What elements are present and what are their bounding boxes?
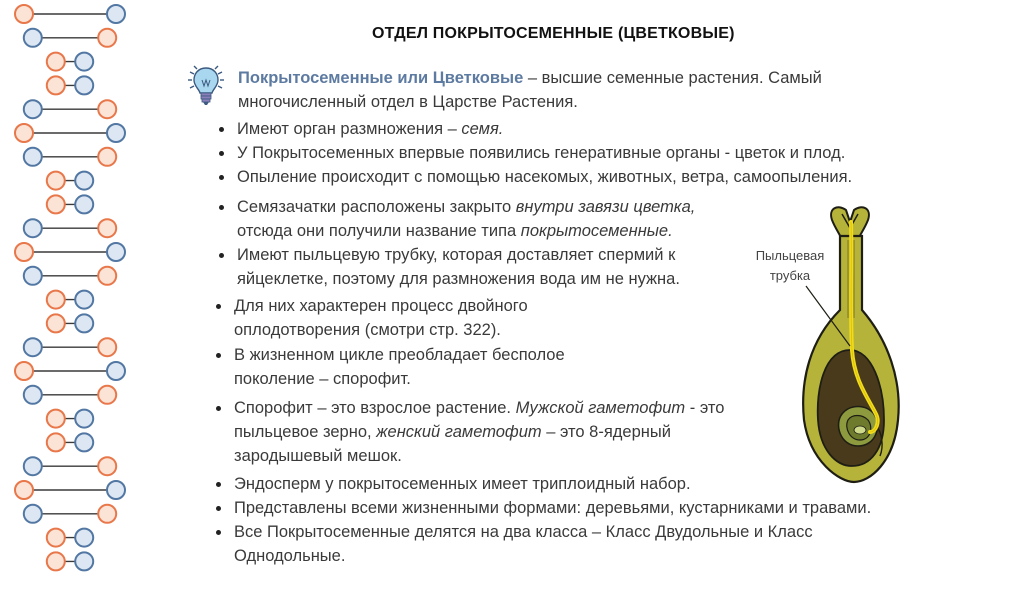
pistil-pollen-tube-illustration (790, 200, 910, 490)
bullet-dot (219, 127, 224, 132)
bullet-line (237, 267, 680, 291)
bullet-italic-text: женский гаметофит (376, 423, 542, 441)
bullet-item (234, 472, 691, 496)
bullet-line (234, 294, 528, 318)
dna-node (24, 386, 42, 404)
bullet-item (234, 343, 565, 391)
dna-node (47, 76, 65, 94)
bullet-text: – это 8-ядерный (541, 423, 671, 441)
bullet-dot (219, 205, 224, 210)
bullet-dot (219, 151, 224, 156)
bullet-line (237, 117, 503, 141)
dna-node (98, 505, 116, 523)
bullet-text: Все Покрытосеменные делятся на два класса – Класс Двудольные и Класс (234, 523, 813, 541)
intro-highlight: Покрытосеменные или Цветковые (238, 69, 524, 87)
dna-node (107, 5, 125, 23)
dna-node (24, 219, 42, 237)
dna-node (75, 410, 93, 428)
dna-node (98, 219, 116, 237)
dna-node (24, 148, 42, 166)
dna-node (24, 338, 42, 356)
dna-node (47, 433, 65, 451)
bullet-line (237, 243, 680, 267)
bullet-line (234, 496, 871, 520)
dna-node (107, 124, 125, 142)
dna-node (15, 5, 33, 23)
intro-paragraph (238, 66, 898, 114)
bullet-item (237, 165, 852, 189)
bullet-dot (219, 253, 224, 258)
dna-node (47, 410, 65, 428)
dna-node (47, 53, 65, 71)
dna-node (107, 362, 125, 380)
page-title: ОТДЕЛ ПОКРЫТОСЕМЕННЫЕ (ЦВЕТКОВЫЕ) (372, 25, 735, 42)
dna-node (47, 172, 65, 190)
bullet-dot (216, 406, 221, 411)
dna-node (98, 29, 116, 47)
dna-node (75, 53, 93, 71)
dna-helix-decoration (0, 0, 140, 593)
intro-text: – высшие семенные растения. Самый многочисленный отдел в Царстве Растения. (238, 69, 822, 111)
bullet-text: Спорофит – это взрослое растение. (234, 399, 516, 417)
dna-node (24, 29, 42, 47)
bullet-italic-text: семя. (461, 120, 504, 138)
dna-node (24, 267, 42, 285)
bullet-dot (219, 175, 224, 180)
bullet-line (234, 396, 724, 420)
bullet-line (234, 420, 724, 444)
bullet-text: Имеют пыльцевую трубку, которая доставляет спермий к (237, 246, 676, 264)
bullet-dot (216, 506, 221, 511)
bullet-line (237, 141, 845, 165)
dna-node (98, 267, 116, 285)
dna-node (47, 291, 65, 309)
bullet-line (237, 195, 695, 219)
bullet-item (234, 396, 724, 468)
dna-node (15, 481, 33, 499)
dna-node (98, 148, 116, 166)
bullet-dot (216, 304, 221, 309)
dna-node (75, 76, 93, 94)
bullet-text: В жизненном цикле преобладает бесполое (234, 346, 565, 364)
bullet-text: Однодольные. (234, 547, 346, 565)
bullet-italic-text: покрытосеменные. (520, 222, 673, 240)
dna-node (24, 505, 42, 523)
dna-node (47, 195, 65, 213)
dna-node (75, 291, 93, 309)
bullet-text: отсюда они получили название типа (237, 222, 521, 240)
dna-node (15, 243, 33, 261)
bullet-text: - это (685, 399, 725, 417)
dna-node (75, 195, 93, 213)
bullet-item (234, 496, 871, 520)
bullet-italic-text: внутри завязи цветка, (515, 198, 696, 216)
dna-node (75, 172, 93, 190)
dna-node (75, 433, 93, 451)
bullet-text: Имеют орган размножения – (237, 120, 462, 138)
bullet-line (237, 219, 695, 243)
dna-node (15, 124, 33, 142)
bullet-text: Семязачатки расположены закрыто (237, 198, 516, 216)
bullet-line (234, 444, 724, 468)
dna-node (15, 362, 33, 380)
bullet-dot (216, 353, 221, 358)
dna-node (107, 243, 125, 261)
bullet-line (234, 343, 565, 367)
dna-node (98, 457, 116, 475)
dna-node (98, 338, 116, 356)
bullet-text: зародышевый мешок. (234, 447, 402, 465)
dna-node (75, 529, 93, 547)
dna-node (98, 100, 116, 118)
bullet-item (237, 141, 845, 165)
lightbulb-icon (186, 62, 226, 108)
bullet-text: пыльцевое зерно, (234, 423, 377, 441)
bullet-text: Опыление происходит с помощью насекомых, животных, ветра, самоопыления. (237, 168, 853, 186)
bullet-line (234, 520, 813, 544)
bullet-item (237, 117, 503, 141)
dna-node (47, 529, 65, 547)
bullet-text: Представлены всеми жизненными формами: деревьями, кустарниками и травами. (234, 499, 872, 517)
bullet-dot (216, 482, 221, 487)
bullet-line (234, 367, 565, 391)
bullet-dot (216, 530, 221, 535)
bullet-line (234, 318, 528, 342)
pollen-tube-label: Пыльцевая трубка (755, 248, 825, 283)
bullet-text: Эндосперм у покрытосеменных имеет триплоидный набор. (234, 475, 691, 493)
dna-node (47, 552, 65, 570)
bullet-line (234, 472, 691, 496)
dna-node (107, 481, 125, 499)
bullet-text: У Покрытосеменных впервые появились генеративные органы - цветок и плод. (237, 144, 846, 162)
dna-node (75, 552, 93, 570)
dna-node (47, 314, 65, 332)
bullet-line (237, 165, 852, 189)
dna-node (98, 386, 116, 404)
bullet-text: яйцеклетке, поэтому для размножения вода им не нужна. (237, 270, 680, 288)
dna-node (24, 457, 42, 475)
bullet-text: поколение – спорофит. (234, 370, 411, 388)
bullet-italic-text: Мужской гаметофит (515, 399, 686, 417)
bullet-item (234, 520, 813, 568)
bullet-item (237, 195, 695, 243)
bullet-line (234, 544, 813, 568)
dna-node (24, 100, 42, 118)
bullet-item (237, 243, 680, 291)
dna-node (75, 314, 93, 332)
bullet-text: оплодотворения (смотри стр. 322). (234, 321, 501, 339)
bullet-item (234, 294, 528, 342)
bullet-text: Для них характерен процесс двойного (234, 297, 528, 315)
